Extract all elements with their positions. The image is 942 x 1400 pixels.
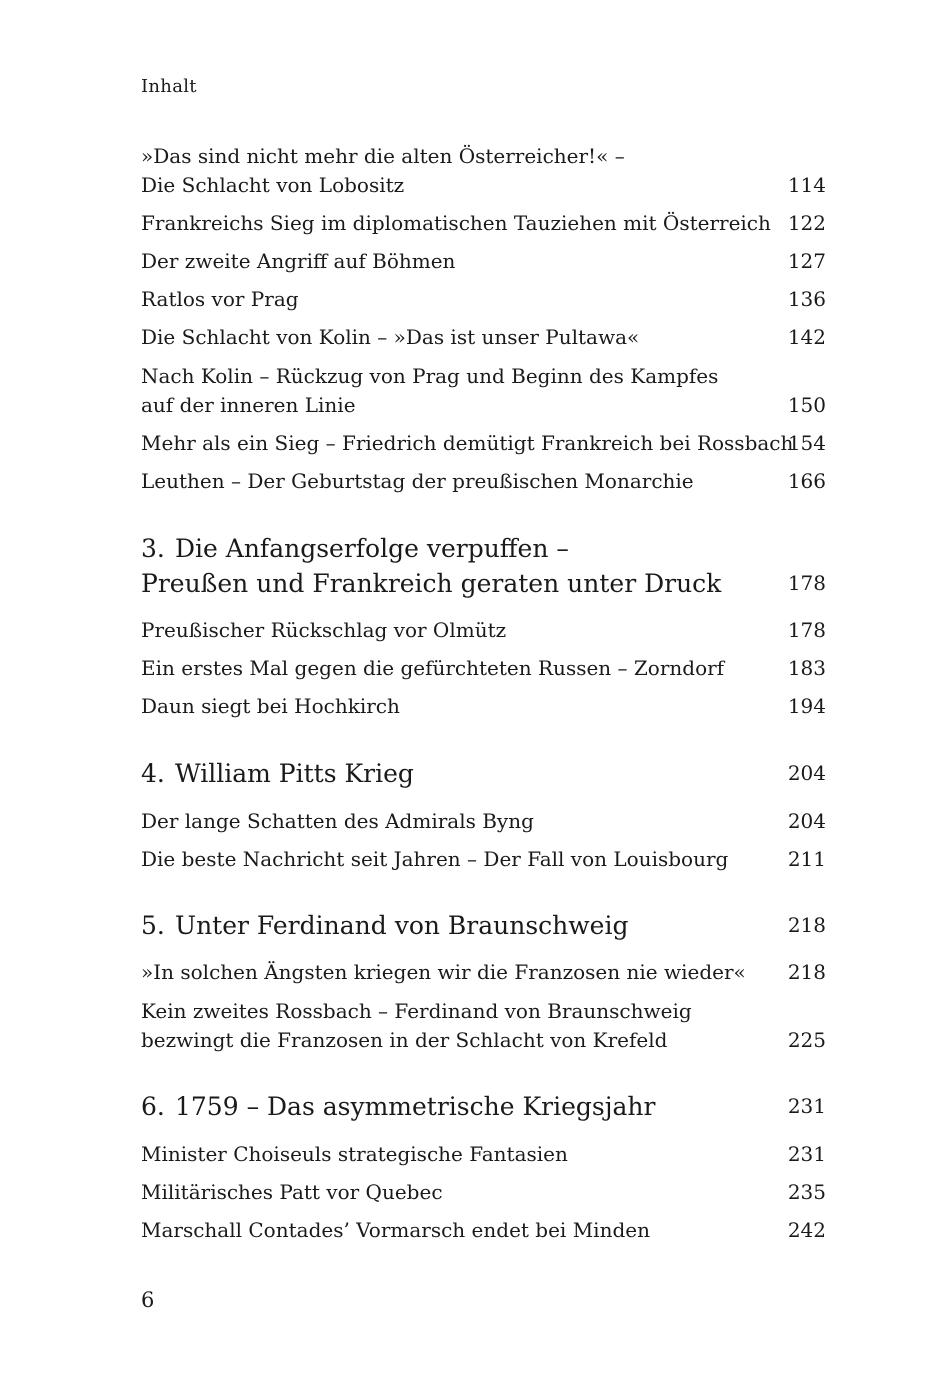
chapter-title: 5. Unter Ferdinand von Braunschweig: [141, 908, 628, 943]
page-number: 178: [787, 571, 826, 595]
entry-title: Leuthen – Der Geburtstag der preußischen Monarchie: [141, 469, 694, 493]
chapter-title: 3. Die Anfangserfolge verpuffen – Preußen und Frankreich geraten unter Druck: [141, 531, 721, 601]
page-number: 154: [787, 431, 826, 455]
toc-entry: [141, 285, 826, 314]
page-number: 178: [787, 618, 826, 642]
page-number: 166: [787, 469, 826, 493]
page-number: 127: [787, 249, 826, 273]
entry-title: Preußischer Rückschlag vor Olmütz: [141, 618, 507, 642]
chapter-number: 3.: [141, 534, 165, 563]
toc-entry: [141, 429, 826, 458]
chapter-number: 6.: [141, 1092, 165, 1121]
page-number: 211: [787, 847, 826, 871]
toc-entry: [141, 958, 826, 987]
toc-entry: [141, 323, 826, 352]
toc-entry: [141, 362, 826, 420]
page-number: 242: [787, 1218, 826, 1242]
toc-entry: [141, 654, 826, 683]
entry-title: Ratlos vor Prag: [141, 287, 299, 311]
toc-entry: [141, 807, 826, 836]
entry-title: Minister Choiseuls strategische Fantasien: [141, 1142, 568, 1166]
chapter-title: 4. William Pitts Krieg: [141, 756, 414, 791]
toc-entry: [141, 997, 826, 1055]
page-number: 114: [787, 173, 826, 197]
page-number: 150: [787, 393, 826, 417]
entry-title: Die Schlacht von Kolin – »Das ist unser Pultawa«: [141, 325, 640, 349]
page-number: 235: [787, 1180, 826, 1204]
chapter-heading: [141, 908, 826, 943]
page-number: 183: [787, 656, 826, 680]
toc-entry: [141, 1216, 826, 1245]
entry-title: Die beste Nachricht seit Jahren – Der Fall von Louisbourg: [141, 847, 729, 871]
entry-title: Frankreichs Sieg im diplomatischen Tauziehen mit Österreich: [141, 211, 771, 235]
page-number: 231: [787, 1142, 826, 1166]
running-head: Inhalt: [141, 76, 197, 97]
entry-title: Der zweite Angriff auf Böhmen: [141, 249, 456, 273]
chapter-heading: [141, 1089, 826, 1124]
chapter-heading: [141, 531, 826, 601]
page-number: 122: [787, 211, 826, 235]
entry-title: »Das sind nicht mehr die alten Österreicher!« – Die Schlacht von Lobositz: [141, 144, 625, 197]
toc-entry: [141, 1178, 826, 1207]
entry-title: Nach Kolin – Rückzug von Prag und Beginn des Kampfes auf der inneren Linie: [141, 364, 719, 417]
page-number: 218: [787, 913, 826, 937]
toc-entry: [141, 247, 826, 276]
entry-title: Der lange Schatten des Admirals Byng: [141, 809, 534, 833]
page-number: 136: [787, 287, 826, 311]
chapter-number: 5.: [141, 911, 165, 940]
page-number: 225: [787, 1028, 826, 1052]
entry-title: Daun siegt bei Hochkirch: [141, 694, 400, 718]
page-number: 231: [787, 1094, 826, 1118]
entry-title: Kein zweites Rossbach – Ferdinand von Braunschweig bezwingt die Franzosen in der Schlacht von Krefeld: [141, 999, 692, 1052]
page-number: 204: [787, 809, 826, 833]
page-number: 204: [787, 761, 826, 785]
toc-entry: [141, 845, 826, 874]
toc-entry: [141, 1140, 826, 1169]
entry-title: »In solchen Ängsten kriegen wir die Franzosen nie wieder«: [141, 960, 746, 984]
page-folio: 6: [141, 1288, 155, 1312]
entry-title: Ein erstes Mal gegen die gefürchteten Russen – Zorndorf: [141, 656, 725, 680]
toc-entry: [141, 142, 826, 200]
chapter-heading: [141, 756, 826, 791]
entry-title: Militärisches Patt vor Quebec: [141, 1180, 443, 1204]
chapter-title: 6. 1759 – Das asymmetrische Kriegsjahr: [141, 1089, 655, 1124]
toc-entry: [141, 467, 826, 496]
page-number: 218: [787, 960, 826, 984]
toc-entry: [141, 692, 826, 721]
toc-entry: [141, 616, 826, 645]
page-number: 142: [787, 325, 826, 349]
toc-entry: [141, 209, 826, 238]
chapter-number: 4.: [141, 759, 165, 788]
entry-title: Mehr als ein Sieg – Friedrich demütigt Frankreich bei Rossbach: [141, 431, 794, 455]
entry-title: Marschall Contades’ Vormarsch endet bei Minden: [141, 1218, 650, 1242]
page-number: 194: [787, 694, 826, 718]
